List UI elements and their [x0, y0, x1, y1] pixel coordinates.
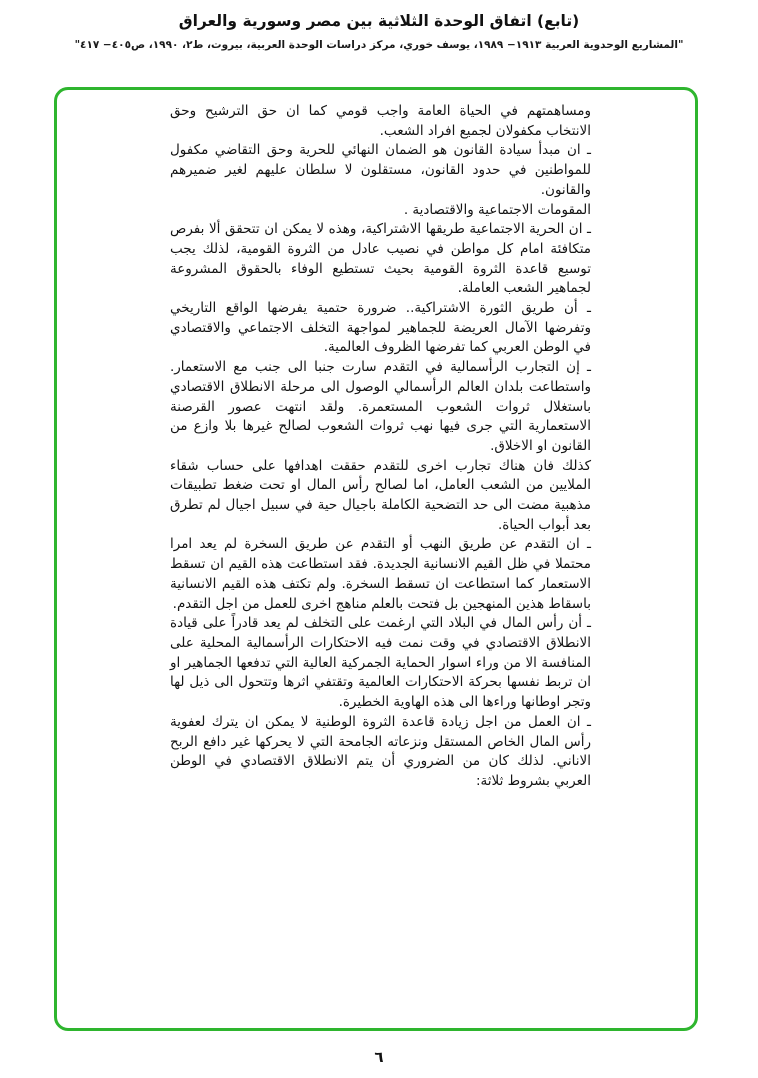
page-number: ٦	[374, 1048, 384, 1066]
document-citation: "المشاريع الوحدوية العربية ١٩١٣− ١٩٨٩، يوسف خوري، مركز دراسات الوحدة العربية، بيروت، ط٢، ١٩٩٠، ص٤٠٥− ٤١٧"	[74, 39, 684, 51]
paragraph: ومساهمتهم في الحياة العامة واجب قومي كما ان حق الترشيح وحق الانتخاب مكفولان لجميع افراد الشعب.	[170, 103, 591, 139]
section-heading: المقومات الاجتماعية والاقتصادية .	[403, 201, 591, 218]
page-header	[0, 12, 758, 51]
paragraph: ـ إن التجارب الرأسمالية في التقدم سارت جنبا الى جنب مع الاستعمار. واستطاعت بلدان العالم الرأسمالي الوصول الى مرحلة الانطلاق الاقتصادي باستغلال ثروات الشعوب المستعمرة. ولقد انتهت عصور القرصنة الاستعمارية التي جرى فيها نهب ثروات الشعوب لصالح غيرها بلا وازع من القانون او الاخلاق.	[170, 359, 591, 454]
page-footer	[0, 1047, 758, 1066]
text-body	[170, 102, 591, 792]
paragraph: ـ ان العمل من اجل زيادة قاعدة الثروة الوطنية لا يمكن ان يترك لعفوية رأس المال الخاص المستقل ونزعاته الجامحة التي لا يحركها غير دافع الربح الاناني. لذلك كان من الضروري أن يتم الانطلاق الاقتصادي في الوطن العربي بشروط ثلاثة:	[170, 713, 591, 789]
paragraph: ـ أن رأس المال في البلاد التي ارغمت على التخلف لم يعد قادراً على قيادة الانطلاق الاقتصادي في وقت نمت فيه الاحتكارات الرأسمالية المحلية على المنافسة الا من وراء اسوار الحماية الجمركية العالية التي تدفعها الجماهير او ان تربط نفسها بحركة الاحتكارات العالمية وتقتفي اثرها وتتحول الى ذيل لها وتجر اوطانها وراءها الى هذه الهاوية الخطيرة.	[170, 615, 591, 711]
paragraph: ـ ان مبدأ سيادة القانون هو الضمان النهائي للحرية وحق التقاضي مكفول للمواطنين في حدود القانون، مستقلون لا سلطان عليهم لغير ضميرهم والقانون.	[170, 142, 591, 198]
paragraph: كذلك فان هناك تجارب اخرى للتقدم حققت اهدافها على حساب شقاء الملايين من الشعب العامل، اما لصالح رأس المال او تحت ضغط تطبيقات مذهبية مضت الى حد التضحية الكاملة باجيال حية في سبيل اجيال لم تطرق بعد أبواب الحياة.	[170, 457, 591, 533]
paragraph: ـ ان التقدم عن طريق النهب أو التقدم عن طريق السخرة لم يعد امرا محتملا في ظل القيم الانسانية الجديدة. فقد استطاعت هذه القيم ان تسقط الاستعمار كما استطاعت ان تسقط السخرة. ولم تكتف هذه القيم الانسانية باسقاط هذين المنهجين بل فتحت بالعلم مناهج اخرى للعمل من اجل التقدم.	[170, 536, 591, 612]
paragraph: ـ أن طريق الثورة الاشتراكية.. ضرورة حتمية يفرضها الواقع التاريخي وتفرضها الآمال العريضة للجماهير لمواجهة التخلف الاجتماعي والاقتصادي في الوطن العربي كما تفرضها الظروف العالمية.	[170, 300, 591, 356]
paragraph: ـ ان الحرية الاجتماعية طريقها الاشتراكية، وهذه لا يمكن ان تتحقق ألا بفرص متكافئة امام كل مواطن في نصيب عادل من الثروة القومية، لذلك يجب توسيع قاعدة الثروة القومية بحيث تستطيع الوفاء بالحقوق المشروعة لجماهير الشعب العاملة.	[170, 221, 591, 297]
document-title: (تابع) اتفاق الوحدة الثلاثية بين مصر وسورية والعراق	[178, 12, 580, 30]
